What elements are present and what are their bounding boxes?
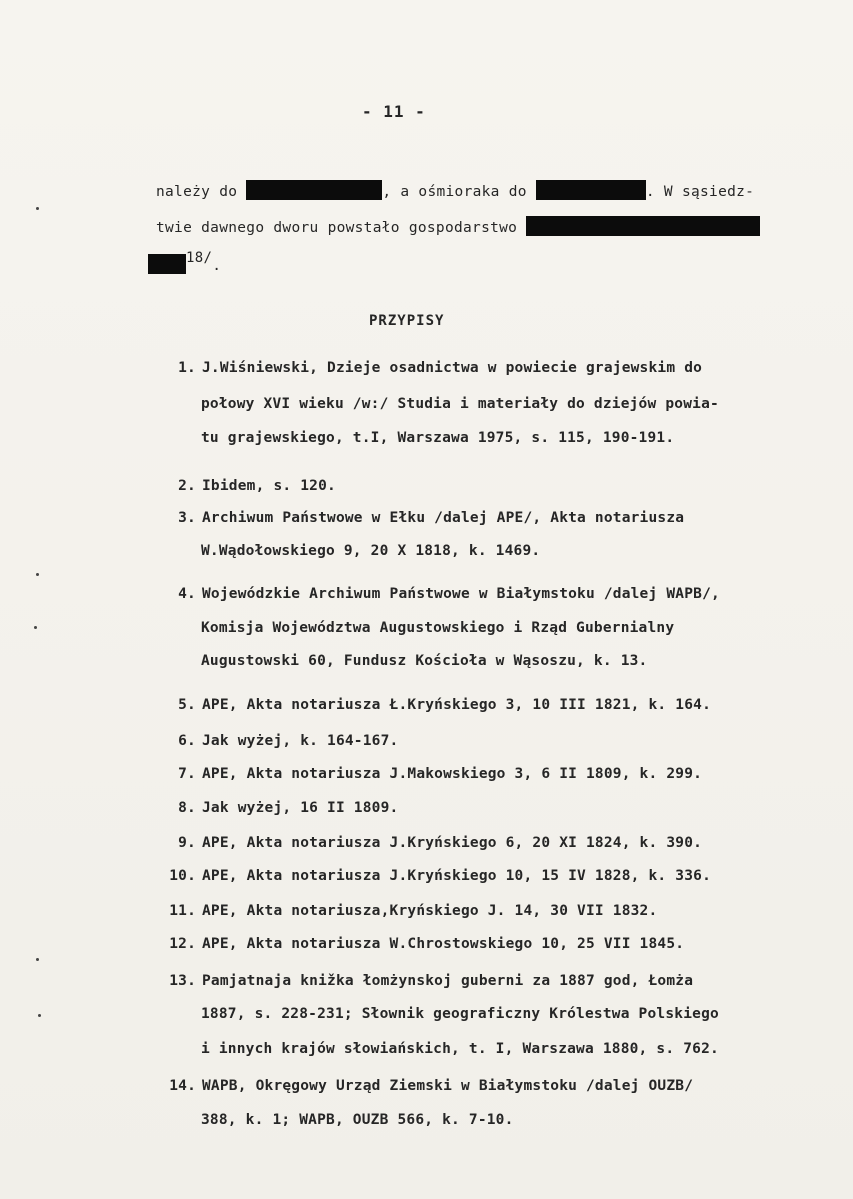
footnote-continuation: Augustowski 60, Fundusz Kościoła w Wąsoszu, k. 13. (201, 653, 648, 669)
footnote-text: Wojewódzkie Archiwum Państwowe w Białymstoku /dalej WAPB/, (202, 586, 720, 602)
footnote-text: APE, Akta notariusza W.Chrostowskiego 10, 25 VII 1845. (202, 936, 685, 952)
footnote (160, 1078, 693, 1094)
body-text: należy do (156, 184, 238, 200)
footnote-continuation: 388, k. 1; WAPB, OUZB 566, k. 7-10. (201, 1112, 514, 1128)
footnote (160, 800, 398, 816)
footnotes-heading: PRZYPISY (369, 313, 445, 329)
footnote-continuation: W.Wądołowskiego 9, 20 X 1818, k. 1469. (201, 543, 541, 559)
footnote-number: 9. (178, 835, 196, 851)
footnote-text: APE, Akta notariusza Ł.Kryńskiego 3, 10 III 1821, k. 164. (202, 697, 711, 713)
footnote-text: APE, Akta notariusza J.Makowskiego 3, 6 II 1809, k. 299. (202, 766, 703, 782)
footnote (160, 510, 684, 526)
footnote (160, 766, 702, 782)
footnote-number: 6. (178, 733, 196, 749)
body-text: , a ośmioraka do (382, 184, 527, 200)
footnote-continuation: 1887, s. 228-231; Słownik geograficzny Królestwa Polskiego (201, 1006, 719, 1022)
footnote-number: 5. (178, 697, 196, 713)
footnote-text: Ibidem, s. 120. (202, 478, 336, 494)
footnote-continuation: tu grajewskiego, t.I, Warszawa 1975, s. 115, 190-191. (201, 430, 675, 446)
footnote (160, 586, 720, 602)
footnote-number: 1. (178, 360, 196, 376)
footnote (160, 697, 711, 713)
redaction-bar (246, 180, 382, 200)
body-text: . (212, 258, 222, 274)
body-line-2 (156, 216, 760, 236)
footnote-number: 2. (178, 478, 196, 494)
footnote (160, 973, 693, 989)
footnote-text: Jak wyżej, 16 II 1809. (202, 800, 399, 816)
body-text: twie dawnego dworu powstało gospodarstwo (156, 220, 518, 236)
footnote-number: 11. (169, 903, 196, 919)
footnote-continuation: Komisja Województwa Augustowskiego i Rząd Gubernialny (201, 620, 675, 636)
footnote (160, 936, 684, 952)
footnote-number: 12. (169, 936, 196, 952)
footnote-number: 8. (178, 800, 196, 816)
footnote-number: 4. (178, 586, 196, 602)
page-number: - 11 - (362, 102, 426, 121)
redaction-bar (526, 216, 760, 236)
footnote-text: Jak wyżej, k. 164-167. (202, 733, 399, 749)
scan-speck (36, 958, 39, 961)
footnote-number: 14. (169, 1078, 196, 1094)
body-text: . W sąsiedz- (645, 184, 755, 200)
footnote-text: Archiwum Państwowe w Ełku /dalej APE/, Akta notariusza (202, 510, 685, 526)
footnote (160, 733, 398, 749)
scan-speck (34, 626, 37, 629)
footnote-text: APE, Akta notariusza,Kryńskiego J. 14, 30 VII 1832. (202, 903, 658, 919)
footnote-number: 10. (169, 868, 196, 884)
footnote (160, 478, 336, 494)
footnote-number: 3. (178, 510, 196, 526)
redaction-bar (536, 180, 646, 200)
footnote (160, 835, 702, 851)
footnote-text: APE, Akta notariusza J.Kryńskiego 6, 20 XI 1824, k. 390. (202, 835, 703, 851)
body-line-3 (148, 250, 221, 274)
footnote-number: 13. (169, 973, 196, 989)
scan-speck (36, 573, 39, 576)
scan-speck (36, 207, 39, 210)
footnote (160, 868, 711, 884)
redaction-bar (148, 254, 186, 274)
footnote-text: Pamjatnaja knižka łomżynskoj guberni za 1887 god, Łomża (202, 973, 694, 989)
scan-speck (38, 1014, 41, 1017)
footnote-continuation: i innych krajów słowiańskich, t. I, Warszawa 1880, s. 762. (201, 1041, 719, 1057)
footnote (160, 903, 657, 919)
footnote (160, 360, 702, 376)
footnote-text: J.Wiśniewski, Dzieje osadnictwa w powiecie grajewskim do (202, 360, 703, 376)
body-line-1 (156, 180, 754, 200)
footnote-text: WAPB, Okręgowy Urząd Ziemski w Białymstoku /dalej OUZB/ (202, 1078, 694, 1094)
footnote-continuation: połowy XVI wieku /w:/ Studia i materiały do dziejów powia- (201, 396, 719, 412)
footnote-ref: 18/ (186, 250, 213, 266)
footnote-number: 7. (178, 766, 196, 782)
footnote-text: APE, Akta notariusza J.Kryńskiego 10, 15 IV 1828, k. 336. (202, 868, 711, 884)
